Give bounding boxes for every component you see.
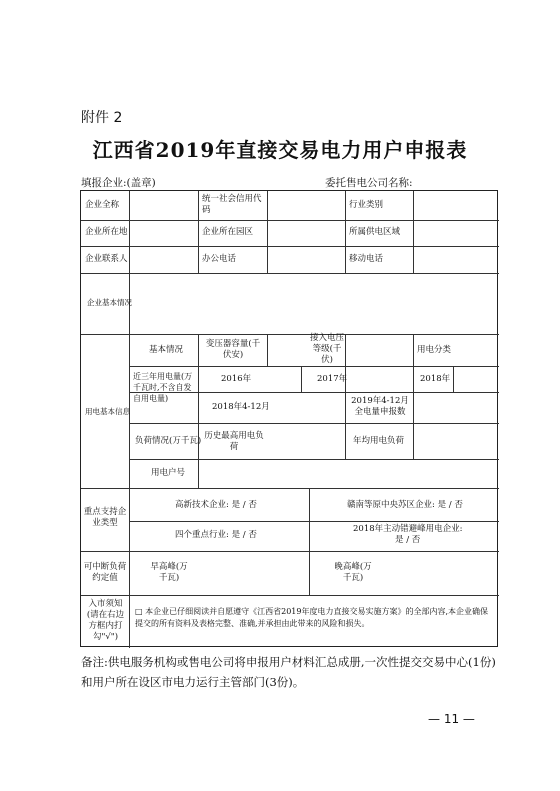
col-divider [267,191,268,273]
label-park: 企业所在园区 [202,227,254,237]
row-divider [129,459,499,460]
option-four-key[interactable]: 四个重点行业: 是 / 否 [175,530,257,540]
row-divider [81,595,499,596]
col-divider [198,459,199,488]
page-title: 江西省2019年直接交易电力用户申报表 [92,138,468,162]
col-divider [301,366,302,392]
row-divider [81,488,499,489]
col-divider [309,488,310,551]
label-market-notice: 入市须知(请在右边方框内打勾"√") [86,599,125,642]
col-divider [345,191,346,273]
option-hightech[interactable]: 高新技术企业: 是 / 否 [175,500,257,510]
label-2016: 2016年 [221,374,252,384]
col-divider [267,334,268,366]
label-company-name: 企业全称 [85,200,120,210]
col-divider [453,366,454,392]
label-transformer: 变压器容量(千伏安) [205,339,261,360]
col-divider [413,334,414,423]
label-office-phone: 办公电话 [202,254,237,264]
label-power-area: 所属供电区域 [349,227,401,237]
label-evening-peak: 晚高峰(万千瓦) [334,562,372,583]
agent-company-label: 委托售电公司名称: [325,177,413,189]
label-max-load: 历史最高用电负荷 [204,431,264,452]
label-2019-4-12: 2019年4-12月全电量申报数 [351,396,409,417]
label-2018: 2018年 [420,374,451,384]
page-number: — 11 — [428,712,475,726]
col-divider [198,191,199,273]
label-industry: 行业类别 [349,200,384,210]
row-divider [81,334,499,335]
col-divider [129,191,130,648]
label-category: 用电分类 [417,345,452,355]
row-divider [81,551,499,552]
label-morning-peak: 早高峰(万千瓦) [150,562,188,583]
label-contact: 企业联系人 [85,254,128,264]
row-divider [129,366,499,367]
label-credit-code: 统一社会信用代码 [202,194,262,215]
row-divider [81,273,499,274]
application-form-table [80,190,498,647]
fill-company-label: 填报企业:(盖章) [81,177,156,189]
label-power-info: 用电基本信息 [85,407,130,416]
label-load: 负荷情况(万千瓦) [135,436,202,446]
attachment-label: 附件 2 [81,110,123,126]
pledge-checkbox-text[interactable]: □ 本企业已仔细阅读并自愿遵守《江西省2019年度电力直接交易实施方案》的全部内容,本企业确保提交的所有资料及表格完整、准确,并承担由此带来的风险和损失。 [135,607,488,628]
label-voltage: 接入电压等级(千伏) [310,333,345,365]
label-avg-load: 年均用电负荷 [353,436,405,446]
label-peak-shift: 2018年主动错避峰用电企业: [353,524,463,534]
label-location: 企业所在地 [85,227,128,237]
col-divider [413,191,414,273]
col-divider [309,551,310,595]
label-2018-4-12: 2018年4-12月 [212,402,270,412]
label-basic-info: 企业基本情况 [87,298,132,307]
label-interruptible: 可中断负荷约定值 [83,562,127,583]
option-gannan[interactable]: 赣南等原中央苏区企业: 是 / 否 [347,500,463,510]
col-divider [413,423,414,459]
label-support-type: 重点支持企业类型 [83,507,127,528]
label-account-no: 用电户号 [151,468,186,478]
label-mobile: 移动电话 [349,254,384,264]
col-divider [345,423,346,459]
row-divider [129,521,499,522]
row-divider [81,220,499,221]
row-divider [129,423,499,424]
option-peak-shift[interactable]: 是 / 否 [395,535,421,545]
label-basic-situation: 基本情况 [149,345,184,355]
row-divider [81,246,499,247]
footer-note: 备注:供电服务机构或售电公司将申报用户材料汇总成册,一次性提交交易中心(1份)和用户所在设区市电力运行主管部门(3份)。 [81,655,496,689]
label-2017: 2017年 [317,374,348,384]
label-usage-3y: 近三年用电量(万千瓦时,不含自发自用电量) [133,372,193,403]
